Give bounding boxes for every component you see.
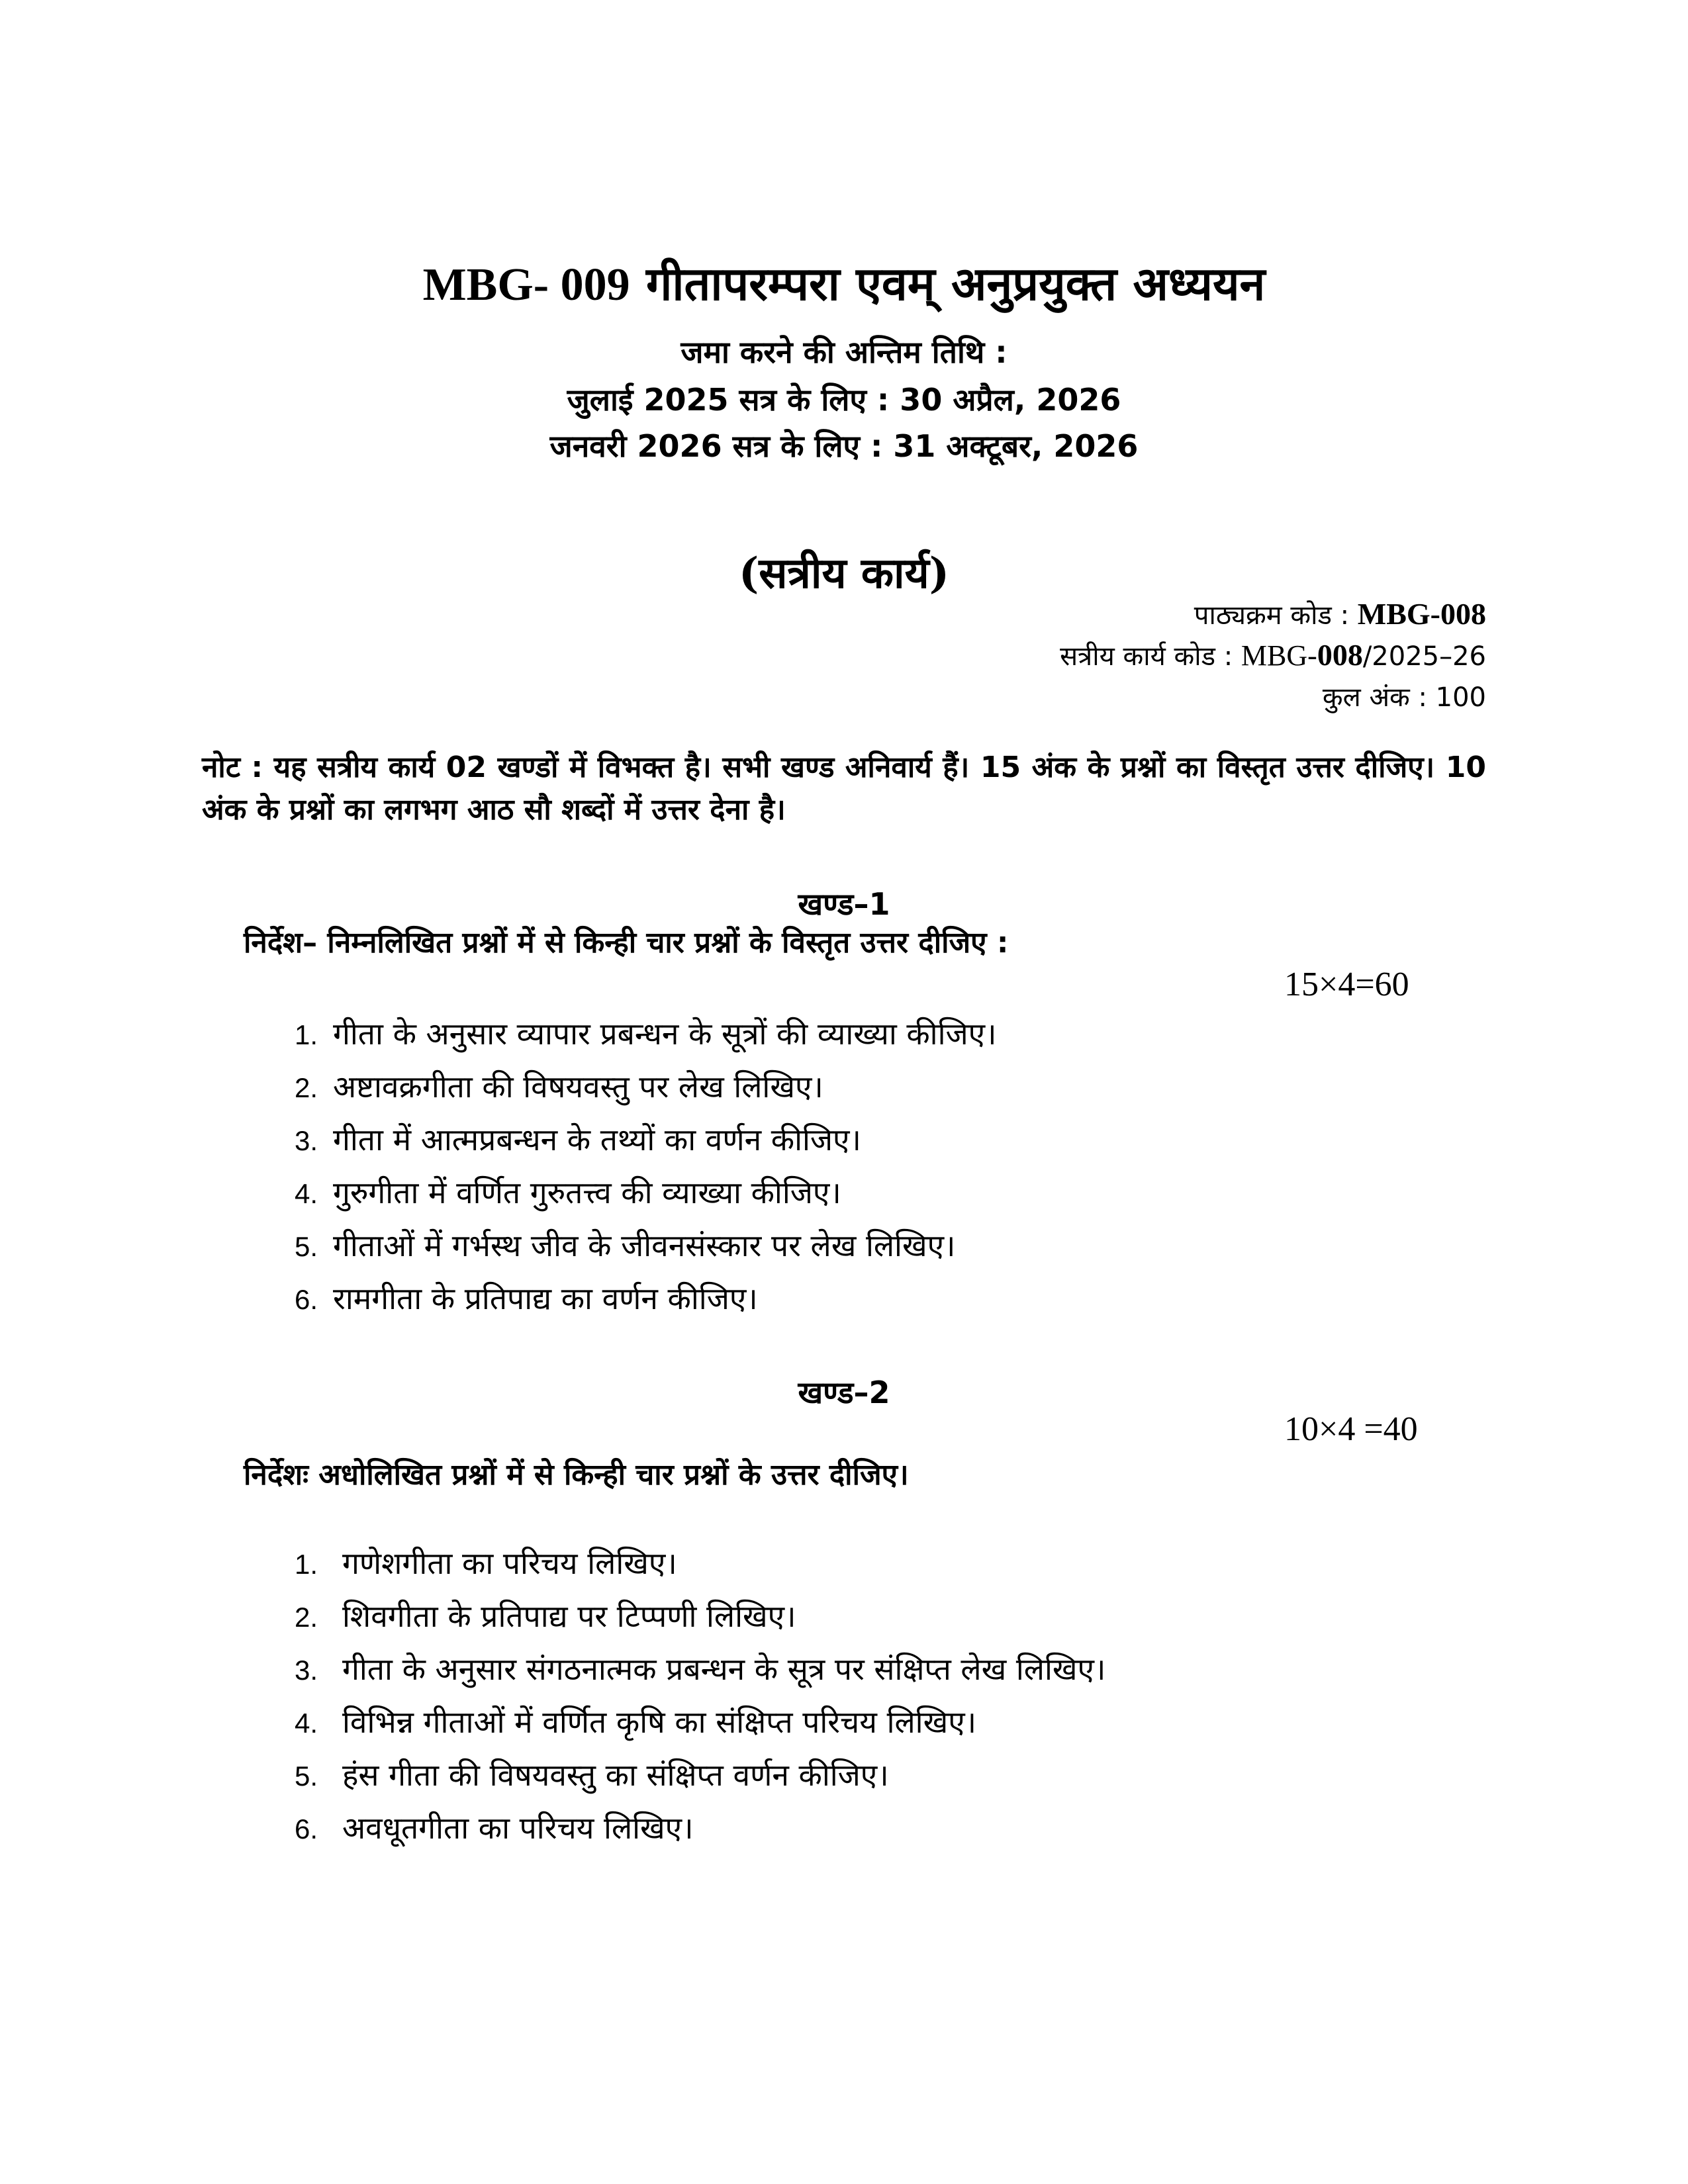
- total-marks-label: कुल अंक :: [1322, 682, 1427, 713]
- question-text: गीता के अनुसार संगठनात्मक प्रबन्धन के सूत्र पर संक्षिप्त लेख लिखिए।: [342, 1651, 1106, 1687]
- list-item: [295, 1749, 1105, 1801]
- question-number: 6.: [295, 1284, 318, 1315]
- list-item: [295, 1801, 1105, 1854]
- list-item: [295, 1272, 997, 1325]
- question-number: 5.: [295, 1231, 318, 1262]
- assignment-code-bold: 008: [1317, 638, 1363, 672]
- question-number: 3.: [295, 1655, 318, 1686]
- assignment-code-prefix: MBG-: [1241, 639, 1317, 672]
- section-2-instruction: निर्देशः अधोलिखित प्रश्नों में से किन्ही चार प्रश्नों के उत्तर दीजिए।: [244, 1458, 909, 1492]
- course-title: गीतापरम्परा एवम् अनुप्रयुक्त अध्ययन: [645, 256, 1266, 311]
- deadline-july: जुलाई 2025 सत्र के लिए : 30 अप्रैल, 2026: [567, 382, 1121, 418]
- question-text: अष्टावक्रगीता की विषयवस्तु पर लेख लिखिए।: [333, 1069, 823, 1105]
- page-title: [0, 250, 1688, 314]
- total-marks-line: [1323, 678, 1486, 714]
- question-number: 4.: [295, 1178, 318, 1209]
- question-number: 2.: [295, 1072, 318, 1103]
- section-2-marks: 10×4 =40: [1284, 1410, 1418, 1448]
- course-code-label: पाठ्यक्रम कोड :: [1194, 600, 1350, 631]
- question-number: 4.: [295, 1707, 318, 1739]
- list-item: [295, 1537, 1105, 1590]
- assignment-code-label: सत्रीय कार्य कोड :: [1060, 641, 1233, 672]
- deadline-heading: जमा करने की अन्तिम तिथि :: [680, 334, 1008, 370]
- assignment-code-line: [1060, 637, 1486, 673]
- list-item: [295, 1590, 1105, 1643]
- course-code: MBG- 009: [422, 259, 630, 310]
- question-text: गुरुगीता में वर्णित गुरुतत्त्व की व्याख्या कीजिए।: [333, 1175, 841, 1210]
- section-1-marks: 15×4=60: [1284, 966, 1409, 1003]
- question-text: गणेशगीता का परिचय लिखिए।: [342, 1545, 677, 1581]
- question-text: रामगीता के प्रतिपाद्य का वर्णन कीजिए।: [333, 1281, 758, 1316]
- section-1-instruction: निर्देश– निम्नलिखित प्रश्नों में से किन्ही चार प्रश्नों के विस्तृत उत्तर दीजिए :: [244, 926, 1009, 960]
- question-number: 6.: [295, 1813, 318, 1844]
- question-text: गीता में आत्मप्रबन्धन के तथ्यों का वर्णन कीजिए।: [333, 1122, 861, 1158]
- question-text: गीता के अनुसार व्यापार प्रबन्धन के सूत्रों की व्याख्या कीजिए।: [333, 1016, 997, 1052]
- section-1-heading: खण्ड–1: [798, 886, 890, 922]
- assignment-code-suffix: /2025–26: [1362, 641, 1486, 672]
- question-number: 1.: [295, 1549, 318, 1580]
- question-number: 2.: [295, 1602, 318, 1633]
- question-text: हंस गीता की विषयवस्तु का संक्षिप्त वर्णन कीजिए।: [342, 1757, 889, 1793]
- course-code-value: MBG-008: [1357, 597, 1486, 631]
- list-item: [295, 1166, 997, 1219]
- list-item: [295, 1113, 997, 1166]
- question-number: 1.: [295, 1019, 318, 1050]
- list-item: [295, 1007, 997, 1060]
- question-text: शिवगीता के प्रतिपाद्य पर टिप्पणी लिखिए।: [342, 1598, 796, 1634]
- list-item: [295, 1060, 997, 1113]
- question-text: अवधूतगीता का परिचय लिखिए।: [342, 1810, 694, 1846]
- assignment-label: (सत्रीय कार्य): [739, 549, 949, 598]
- deadline-january: जनवरी 2026 सत्र के लिए : 31 अक्टूबर, 2026: [549, 428, 1139, 464]
- question-text: गीताओं में गर्भस्थ जीव के जीवनसंस्कार पर लेख लिखिए।: [333, 1228, 956, 1263]
- section-2-question-list: [295, 1537, 1105, 1854]
- question-number: 5.: [295, 1760, 318, 1792]
- question-text: विभिन्न गीताओं में वर्णित कृषि का संक्षिप्त परिचय लिखिए।: [342, 1704, 977, 1740]
- question-number: 3.: [295, 1125, 318, 1156]
- list-item: [295, 1643, 1105, 1696]
- list-item: [295, 1219, 997, 1272]
- section-2-heading: खण्ड–2: [798, 1375, 890, 1410]
- total-marks-value: 100: [1435, 682, 1486, 713]
- course-code-line: [1194, 596, 1486, 632]
- section-1-question-list: [295, 1007, 997, 1325]
- list-item: [295, 1696, 1105, 1749]
- note-paragraph: नोट : यह सत्रीय कार्य 02 खण्डों में विभक्त है। सभी खण्ड अनिवार्य हैं। 15 अंक के प्रश्नों का विस्तृत उत्तर दीजिए। 10 अंक के प्रश्नों का लगभग आठ सौ शब्दों में उत्तर देना है।: [202, 751, 1486, 827]
